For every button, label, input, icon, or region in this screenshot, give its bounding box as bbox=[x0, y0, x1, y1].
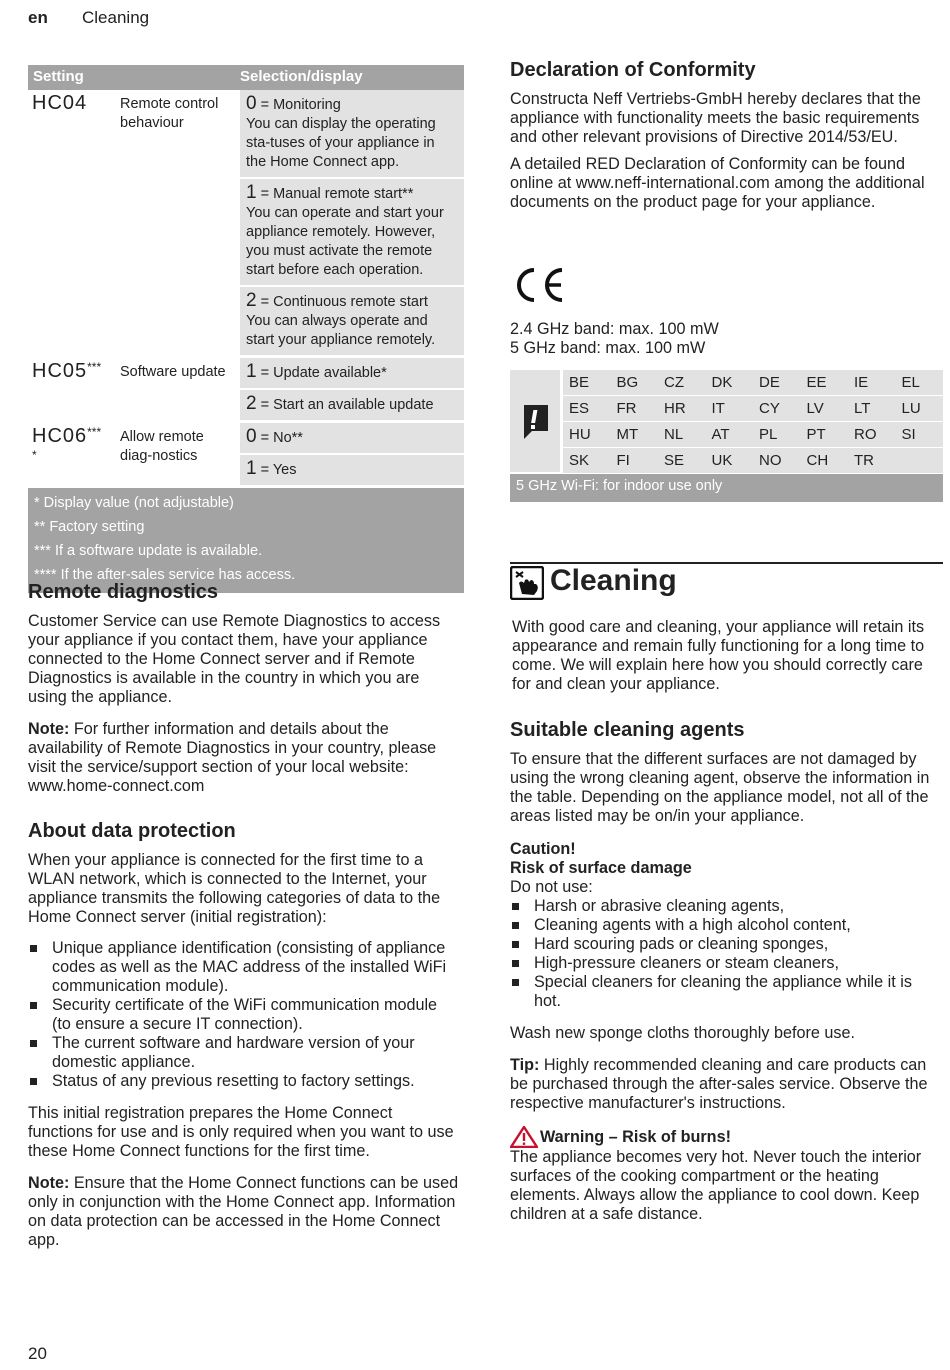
footnote: ** Factory setting bbox=[34, 519, 145, 535]
option-label: = Monitoring bbox=[260, 97, 341, 113]
setting-footnote-mark: *** bbox=[87, 360, 102, 374]
option-code: 0 bbox=[246, 426, 257, 447]
col-selection-header: Selection/display bbox=[240, 68, 363, 85]
cleaning-agents-text: To ensure that the different surfaces are not damaged by using the wrong cleaning agent, observe the information in the table. Depending on the appliance model, not all of the areas listed may be on/in your appliance. bbox=[510, 750, 930, 825]
list-item: Cleaning agents with a high alcohol content, bbox=[510, 916, 943, 935]
list-item: Hard scouring pads or cleaning sponges, bbox=[510, 935, 943, 954]
list-item: Security certificate of the WiFi communication module (to ensure a secure IT connection). bbox=[28, 996, 460, 1034]
settings-footnotes bbox=[28, 488, 464, 593]
setting-name: Allow remote diag-nostics bbox=[120, 429, 204, 464]
country-code: SI bbox=[901, 426, 916, 443]
country-code: PL bbox=[759, 426, 778, 443]
country-code: SK bbox=[569, 452, 590, 469]
option-code: 2 bbox=[246, 393, 257, 414]
cleaning-heading: Cleaning bbox=[550, 564, 677, 597]
country-code: NO bbox=[759, 452, 782, 469]
setting-footnote-mark: * bbox=[32, 448, 37, 462]
table-row bbox=[28, 423, 464, 488]
language-label: en bbox=[28, 8, 48, 27]
country-code: EE bbox=[806, 374, 827, 391]
option-label: = Yes bbox=[260, 462, 297, 478]
country-code bbox=[896, 448, 944, 473]
country-code: ES bbox=[569, 400, 590, 417]
sponge-text: Wash new sponge cloths thoroughly before use. bbox=[510, 1024, 855, 1042]
warning-title: Warning – Risk of burns! bbox=[540, 1127, 731, 1146]
country-code: IE bbox=[854, 374, 869, 391]
selection-option bbox=[240, 390, 464, 422]
option-desc: You can operate and start your appliance remotely. However, you must activate the remote start before each operation. bbox=[246, 205, 444, 278]
list-item: Unique appliance identification (consisting of appliance codes as well as the MAC address of the installed WiFi communication module). bbox=[28, 939, 460, 996]
table-row bbox=[563, 396, 943, 422]
declaration-heading: Declaration of Conformity bbox=[510, 59, 756, 81]
warning-text: The appliance becomes very hot. Never touch the interior surfaces of the cooking compartment or the heating elements. Always allow the appliance to cool down. Keep children at a safe distance. bbox=[510, 1148, 922, 1223]
note-text: For further information and details about the availability of Remote Diagnostics in your country, please visit the service/support section of your local website: www.home-connect.com bbox=[28, 720, 437, 795]
settings-table-header bbox=[28, 65, 464, 90]
tip-text: Highly recommended cleaning and care products can be purchased through the after-sales service. Observe the respective manufacturer's instructions. bbox=[510, 1056, 928, 1112]
remote-diagnostics-heading: Remote diagnostics bbox=[28, 581, 219, 603]
country-code: BE bbox=[569, 374, 590, 391]
warning-triangle-icon bbox=[510, 1126, 538, 1148]
country-code: RO bbox=[854, 426, 877, 443]
tip-label: Tip: bbox=[510, 1056, 540, 1074]
do-not-use-label: Do not use: bbox=[510, 878, 593, 896]
risk-label: Risk of surface damage bbox=[510, 859, 692, 877]
data-categories-list bbox=[28, 939, 460, 1091]
page-number: 20 bbox=[28, 1344, 47, 1363]
option-desc: You can always operate and start your appliance remotely. bbox=[246, 313, 436, 348]
setting-code: HC05 bbox=[32, 360, 88, 382]
option-code: 0 bbox=[246, 93, 257, 114]
option-code: 1 bbox=[246, 182, 257, 203]
country-code: SE bbox=[664, 452, 685, 469]
country-code: DE bbox=[759, 374, 780, 391]
country-code: FR bbox=[616, 400, 637, 417]
cleaning-icon bbox=[510, 566, 544, 605]
option-code: 1 bbox=[246, 361, 257, 382]
cleaning-agents-heading: Suitable cleaning agents bbox=[510, 719, 745, 741]
note-text: Ensure that the Home Connect functions can be used only in conjunction with the Home Connect app. Information on data protection can be accessed in the Home Connect app. bbox=[28, 1174, 459, 1249]
data-protection-intro: When your appliance is connected for the first time to a WLAN network, which is connected to the Internet, your appliance transmits the following categories of data to the Home Connect server (initial registration): bbox=[28, 851, 441, 926]
country-code: LV bbox=[806, 400, 824, 417]
option-label: = Continuous remote start bbox=[260, 294, 428, 310]
data-protection-heading: About data protection bbox=[28, 820, 236, 842]
footnote: *** If a software update is available. bbox=[34, 543, 263, 559]
country-code: CY bbox=[759, 400, 780, 417]
table-row bbox=[563, 422, 943, 448]
country-code: IT bbox=[711, 400, 725, 417]
selection-option bbox=[240, 423, 464, 455]
ce-mark-icon bbox=[512, 266, 566, 309]
declaration-section bbox=[510, 61, 943, 225]
caution-label: Caution! bbox=[510, 840, 576, 858]
option-label: = Start an available update bbox=[260, 397, 434, 413]
setting-name: Software update bbox=[120, 364, 226, 380]
country-code: FI bbox=[616, 452, 630, 469]
list-item: Status of any previous resetting to factory settings. bbox=[28, 1072, 460, 1091]
country-code: EL bbox=[901, 374, 920, 391]
country-code: HR bbox=[664, 400, 686, 417]
country-code: DK bbox=[711, 374, 733, 391]
country-code: CZ bbox=[664, 374, 684, 391]
country-code: NL bbox=[664, 426, 684, 443]
country-code: HU bbox=[569, 426, 591, 443]
note-label: Note: bbox=[28, 1174, 70, 1192]
cleaning-title-bar bbox=[510, 562, 943, 602]
option-label: = Update available* bbox=[260, 365, 387, 381]
tip-paragraph bbox=[510, 1056, 943, 1113]
countries-table bbox=[510, 370, 943, 502]
country-code: AT bbox=[711, 426, 730, 443]
list-item: The current software and hardware version of your domestic appliance. bbox=[28, 1034, 460, 1072]
cleaning-section bbox=[510, 618, 943, 1224]
country-code: LT bbox=[854, 400, 871, 417]
selection-option bbox=[240, 287, 464, 357]
selection-option bbox=[240, 90, 464, 179]
selection-option bbox=[240, 358, 464, 390]
data-protection-note bbox=[28, 1174, 460, 1250]
list-item: Special cleaners for cleaning the appliance while it is hot. bbox=[510, 973, 943, 1011]
country-code: MT bbox=[616, 426, 639, 443]
table-row bbox=[563, 370, 943, 396]
remote-diagnostics-note bbox=[28, 720, 460, 796]
table-row bbox=[28, 90, 464, 358]
option-label: = Manual remote start** bbox=[260, 186, 414, 202]
declaration-text: Constructa Neff Vertriebs-GmbH hereby declares that the appliance with functionality meets the basic requirements and other relevant provisions of Directive 2014/53/EU. bbox=[510, 90, 921, 146]
data-protection-text: This initial registration prepares the Home Connect functions for use and is only required when you want to use these Home Connect functions for the first time. bbox=[28, 1104, 454, 1160]
country-code: CH bbox=[806, 452, 829, 469]
countries-footer: 5 GHz Wi-Fi: for indoor use only bbox=[510, 474, 943, 502]
band-5ghz: 5 GHz band: max. 100 mW bbox=[510, 339, 706, 357]
footnote: **** If the after-sales service has access. bbox=[34, 567, 296, 583]
option-code: 1 bbox=[246, 458, 257, 479]
setting-footnote-mark: *** bbox=[87, 425, 102, 439]
indoor-restriction-icon bbox=[510, 370, 560, 472]
left-column bbox=[28, 583, 460, 1263]
col-setting-header: Setting bbox=[33, 68, 84, 85]
footnote: * Display value (not adjustable) bbox=[34, 495, 234, 511]
do-not-use-list bbox=[510, 897, 943, 1011]
declaration-red-text: A detailed RED Declaration of Conformity can be found online at www.neff-international.com among the additional documents on the product page for your appliance. bbox=[510, 155, 925, 211]
setting-name: Remote control behaviour bbox=[120, 96, 219, 131]
band-info bbox=[510, 320, 943, 358]
table-row bbox=[563, 448, 943, 474]
list-item: High-pressure cleaners or steam cleaners, bbox=[510, 954, 943, 973]
option-desc: You can display the operating sta-tuses of your appliance in the Home Connect app. bbox=[246, 116, 436, 170]
remote-diagnostics-text: Customer Service can use Remote Diagnostics to access your appliance if you contact them, have your appliance connected to the Home Connect server and if Remote Diagnostics is available in the country in which you are using the appliance. bbox=[28, 612, 441, 706]
section-header: Cleaning bbox=[82, 8, 150, 27]
settings-table bbox=[28, 65, 464, 593]
note-label: Note: bbox=[28, 720, 70, 738]
table-row bbox=[28, 358, 464, 423]
selection-option bbox=[240, 179, 464, 287]
option-label: = No** bbox=[260, 430, 303, 446]
country-code: LU bbox=[901, 400, 921, 417]
option-code: 2 bbox=[246, 290, 257, 311]
setting-code: HC06 bbox=[32, 425, 88, 447]
setting-code: HC04 bbox=[32, 92, 88, 114]
list-item: Harsh or abrasive cleaning agents, bbox=[510, 897, 943, 916]
country-code: PT bbox=[806, 426, 826, 443]
country-code: TR bbox=[854, 452, 874, 469]
selection-option bbox=[240, 455, 464, 487]
country-code: BG bbox=[616, 374, 639, 391]
warning-title-row bbox=[510, 1126, 943, 1148]
cleaning-intro: With good care and cleaning, your appliance will retain its appearance and remain fully functioning for a long time to come. We will explain here how you should correctly care for and clean your appliance. bbox=[512, 618, 925, 693]
country-code: UK bbox=[711, 452, 733, 469]
band-24ghz: 2.4 GHz band: max. 100 mW bbox=[510, 320, 719, 338]
